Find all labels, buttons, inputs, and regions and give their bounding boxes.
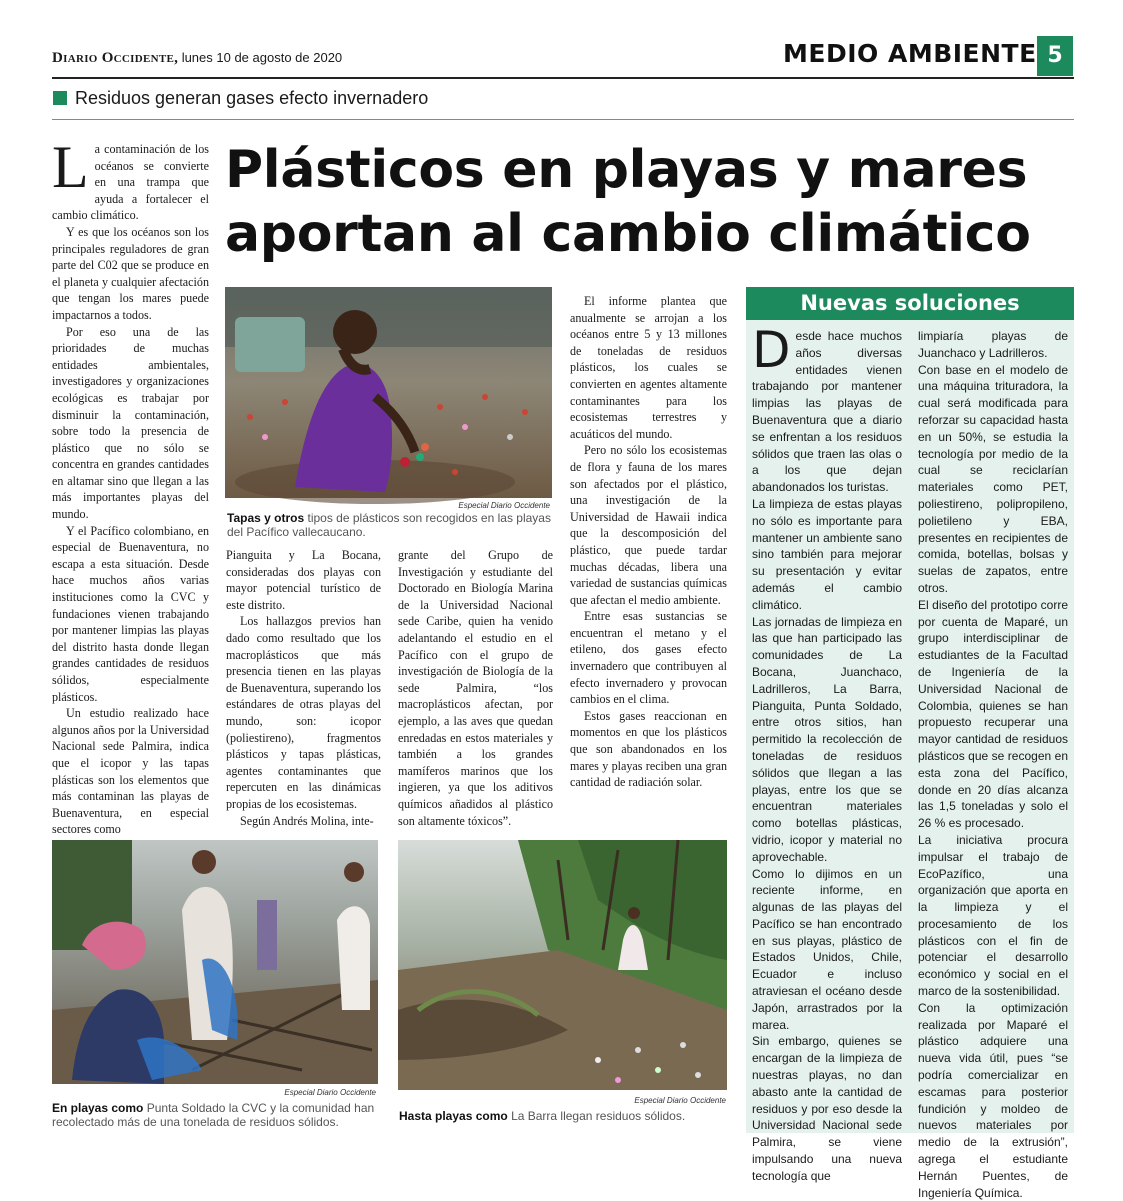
- paragraph: La contaminación de los océanos se convierte en una trampa que ayuda a fortalecer el cambio climático.: [52, 134, 209, 223]
- paragraph: Las jornadas de limpieza en las que han participado las comunidades de La Bocana, Juanchaco, Ladrilleros, La Barra, Pianguita, Punta Soldado, entre otros sitios, han permitido la recolección de toneladas de residuos sólidos que llegan a las playas, entre los que se encuentran materiales como botellas plásticas, vidrio, icopor y material no aprovechable.: [752, 614, 902, 864]
- caption-lead: En playas como: [52, 1101, 144, 1115]
- paragraph: Por eso una de las prioridades de muchas entidades ambientales, investigadores y organizaciones ecológicas es trabajar por disminuir la contaminación, sobre todo la presencia de plástico que no sólo se concentra en grandes cantidades en altamar sino que llegan a las más importantes playas del mundo.: [52, 324, 209, 522]
- paragraph: Según Andrés Molina, inte-: [240, 813, 374, 828]
- issue-date: lunes 10 de agosto de 2020: [181, 50, 343, 65]
- kicker: [53, 88, 428, 109]
- drop-cap: D: [752, 321, 791, 379]
- caption-text: tipos de plásticos son recogidos en las playas del Pacífico vallecaucano.: [227, 511, 551, 539]
- paragraph: limpiaría playas de Juanchaco y Ladrilleros.: [918, 329, 1068, 360]
- photo-credit: Especial Diario Occidente: [458, 501, 550, 510]
- paragraph: Con la optimización realizada por Maparé el plástico adquiere una nueva vida útil, pues “se podría comercializar en escamas para posterior fundición y moldeo de nuevos materiales por medio de la extrusión”, agrega el estudiante Hernán Puentes, de Ingeniería Química.: [918, 1000, 1068, 1200]
- headline: Plásticos en playas y mares aportan al cambio climático: [225, 140, 1031, 264]
- drop-cap: L: [52, 134, 89, 200]
- paragraph: Sin embargo, quienes se encargan de la limpieza de nuestras playas, no dan abasto ante la cantidad de residuos y por eso desde la Universidad Nacional sede Palmira, se viene impulsando una nueva tecnología que: [752, 1034, 902, 1183]
- paragraph: Estos gases reaccionan en momentos en que los plásticos que son abandonados en los mares y playas reciben una gran cantidad de radiación solar.: [570, 708, 727, 790]
- caption-lead: Tapas y otros: [227, 511, 305, 525]
- sidebar-column-1: [752, 321, 902, 1183]
- paragraph: grante del Grupo de Investigación y estudiante del Doctorado en Biología Marina de la Universidad Nacional sede Caribe, quien ha venido adelantando el estudio en el Pacífico con el grupo de investigación de Biología de la sede Palmira, “los macroplásticos afectan, por ejemplo, a las aves que quedan enredadas en estos materiales y también a los grandes mamíferos marinos que los ingieren, ya que los aditivos químicos añadidos al plástico son altamente tóxicos”.: [398, 548, 553, 828]
- photo-caption: [399, 1109, 727, 1123]
- kicker-text: Residuos generan gases efecto invernadero: [75, 88, 429, 108]
- article-column-1: [52, 134, 209, 837]
- photo-caption: [227, 511, 551, 539]
- paragraph: La limpieza de estas playas no sólo es importante para mantener un ambiente sano sino también para mejorar su presentación y evitar además el cambio climático.: [752, 496, 902, 612]
- caption-text: Punta Soldado la CVC y la comunidad han recolectado más de una tonelada de residuos sólidos.: [52, 1101, 375, 1129]
- paragraph: Con base en el modelo de una máquina trituradora, la cual será modificada para reforzar su capacidad hasta en un 50%, se estudia la tecnología por medio de la cual se reciclarían materiales como PET, poliestireno, polipropileno, polietileno y EBA, presentes en recipientes de comida, botellas, bolsas y suelas de zapatos, entre otros.: [918, 362, 1068, 595]
- paragraph: Un estudio realizado hace algunos años por la Universidad Nacional sede Palmira, indica que el icopor y las tapas plásticas son los elementos que más contaminan las playas de Buenaventura, en especial sectores como: [52, 706, 209, 837]
- header-rule: [52, 77, 1074, 79]
- paragraph: Pero no sólo los ecosistemas de flora y fauna de los mares son afectados por el plástico, una investigación de la Universidad de Hawaii indica que la descomposición del plástico, que puede tardar muchas décadas, libera una variedad de sustancias químicas que afectan el medio ambiente.: [570, 443, 727, 607]
- section-title: MEDIO AMBIENTE: [783, 39, 1037, 68]
- newspaper-name: Diario Occidente,: [52, 50, 179, 66]
- square-bullet-icon: [53, 91, 67, 105]
- article-column-3: [398, 547, 553, 837]
- caption-text: La Barra llegan residuos sólidos.: [511, 1109, 686, 1123]
- paragraph: La iniciativa procura impulsar el trabajo de EcoPazífico, una organización que aporta en la limpieza y el procesamiento de los plásticos con el fin de potenciar el desarrollo económico y social en el marco de la sostenibilidad.: [918, 832, 1068, 999]
- caption-lead: Hasta playas como: [399, 1109, 508, 1123]
- sidebar-title: Nuevas soluciones: [746, 287, 1074, 320]
- paragraph: Desde hace muchos años diversas entidades vienen trabajando por mantener limpias las playas de Buenaventura que a diario se enfrentan a los residuos sólidos que traen las olas o a los que dejan abandonados los turistas.: [752, 321, 902, 495]
- photo-credit: Especial Diario Occidente: [284, 1088, 376, 1097]
- kicker-rule: [52, 119, 1074, 120]
- paragraph: Pianguita y La Bocana, consideradas dos playas con mayor potencial turístico de este distrito.: [226, 548, 381, 612]
- sidebar-column-2: [918, 328, 1068, 1200]
- photo-beach-cleanup: [52, 840, 378, 1084]
- photo-girl-collecting-caps: [225, 287, 552, 498]
- photo-credit: Especial Diario Occidente: [634, 1096, 726, 1105]
- article-column-2: [226, 547, 381, 837]
- paragraph: Como lo dijimos en un reciente informe, en algunas de las playas del Pacífico se han encontrado en sus playas, plástico de Estados Unidos, Chile, Ecuador e incluso atraviesan el océano desde Japón, arrastrados por la marea.: [752, 866, 902, 1032]
- photo-la-barra-beach: [398, 840, 727, 1090]
- paragraph: Y el Pacífico colombiano, en especial de Buenaventura, no escapa a esta situación. Desde hace muchos años varias instituciones como la CVC y fundaciones vienen trabajando por mantener limpias las playas del distrito hasta donde llegan grandes cantidades de residuos sólidos, especialmente plásticos.: [52, 523, 209, 704]
- paragraph: Entre esas sustancias se encuentran el metano y el etileno, dos gases efecto invernadero que contribuyen al efecto invernadero y provocan cambios en el clima.: [570, 609, 727, 707]
- paragraph: Y es que los océanos son los principales reguladores de gran parte del C02 que se produce en el planeta y cualquier afectación que tengan los mares puede impactarnos a todos.: [52, 224, 209, 322]
- masthead: [52, 50, 342, 67]
- article-column-4: [570, 293, 727, 838]
- paragraph: Los hallazgos previos han dado como resultado que los macroplásticos que más presencia tienen en las playas de Buenaventura, superando los estándares de otras playas del mundo, son: icopor (poliestireno), fragmentos plásticos y tapas plásticas, agentes contaminantes que repercuten en las dinámicas propias de los ecosistemas.: [226, 614, 381, 811]
- page-number: 5: [1037, 36, 1073, 76]
- photo-caption: [52, 1101, 378, 1129]
- paragraph: El diseño del prototipo corre por cuenta de Maparé, un grupo interdisciplinar de estudiantes de la Facultad de Ingeniería de la Universidad Nacional de Colombia, quienes se han propuesto recuperar una mayor cantidad de residuos plásticos que se recogen en esta zona del Pacífico, donde en 20 días alcanza las 1,5 toneladas y solo el 26 % es procesado.: [918, 597, 1068, 831]
- paragraph: El informe plantea que anualmente se arrojan a los océanos entre 5 y 13 millones de toneladas de residuos plásticos, los cuales se convierten en agentes altamente contaminantes para los ecosistemas terrestres y acuáticos del mundo.: [570, 294, 727, 441]
